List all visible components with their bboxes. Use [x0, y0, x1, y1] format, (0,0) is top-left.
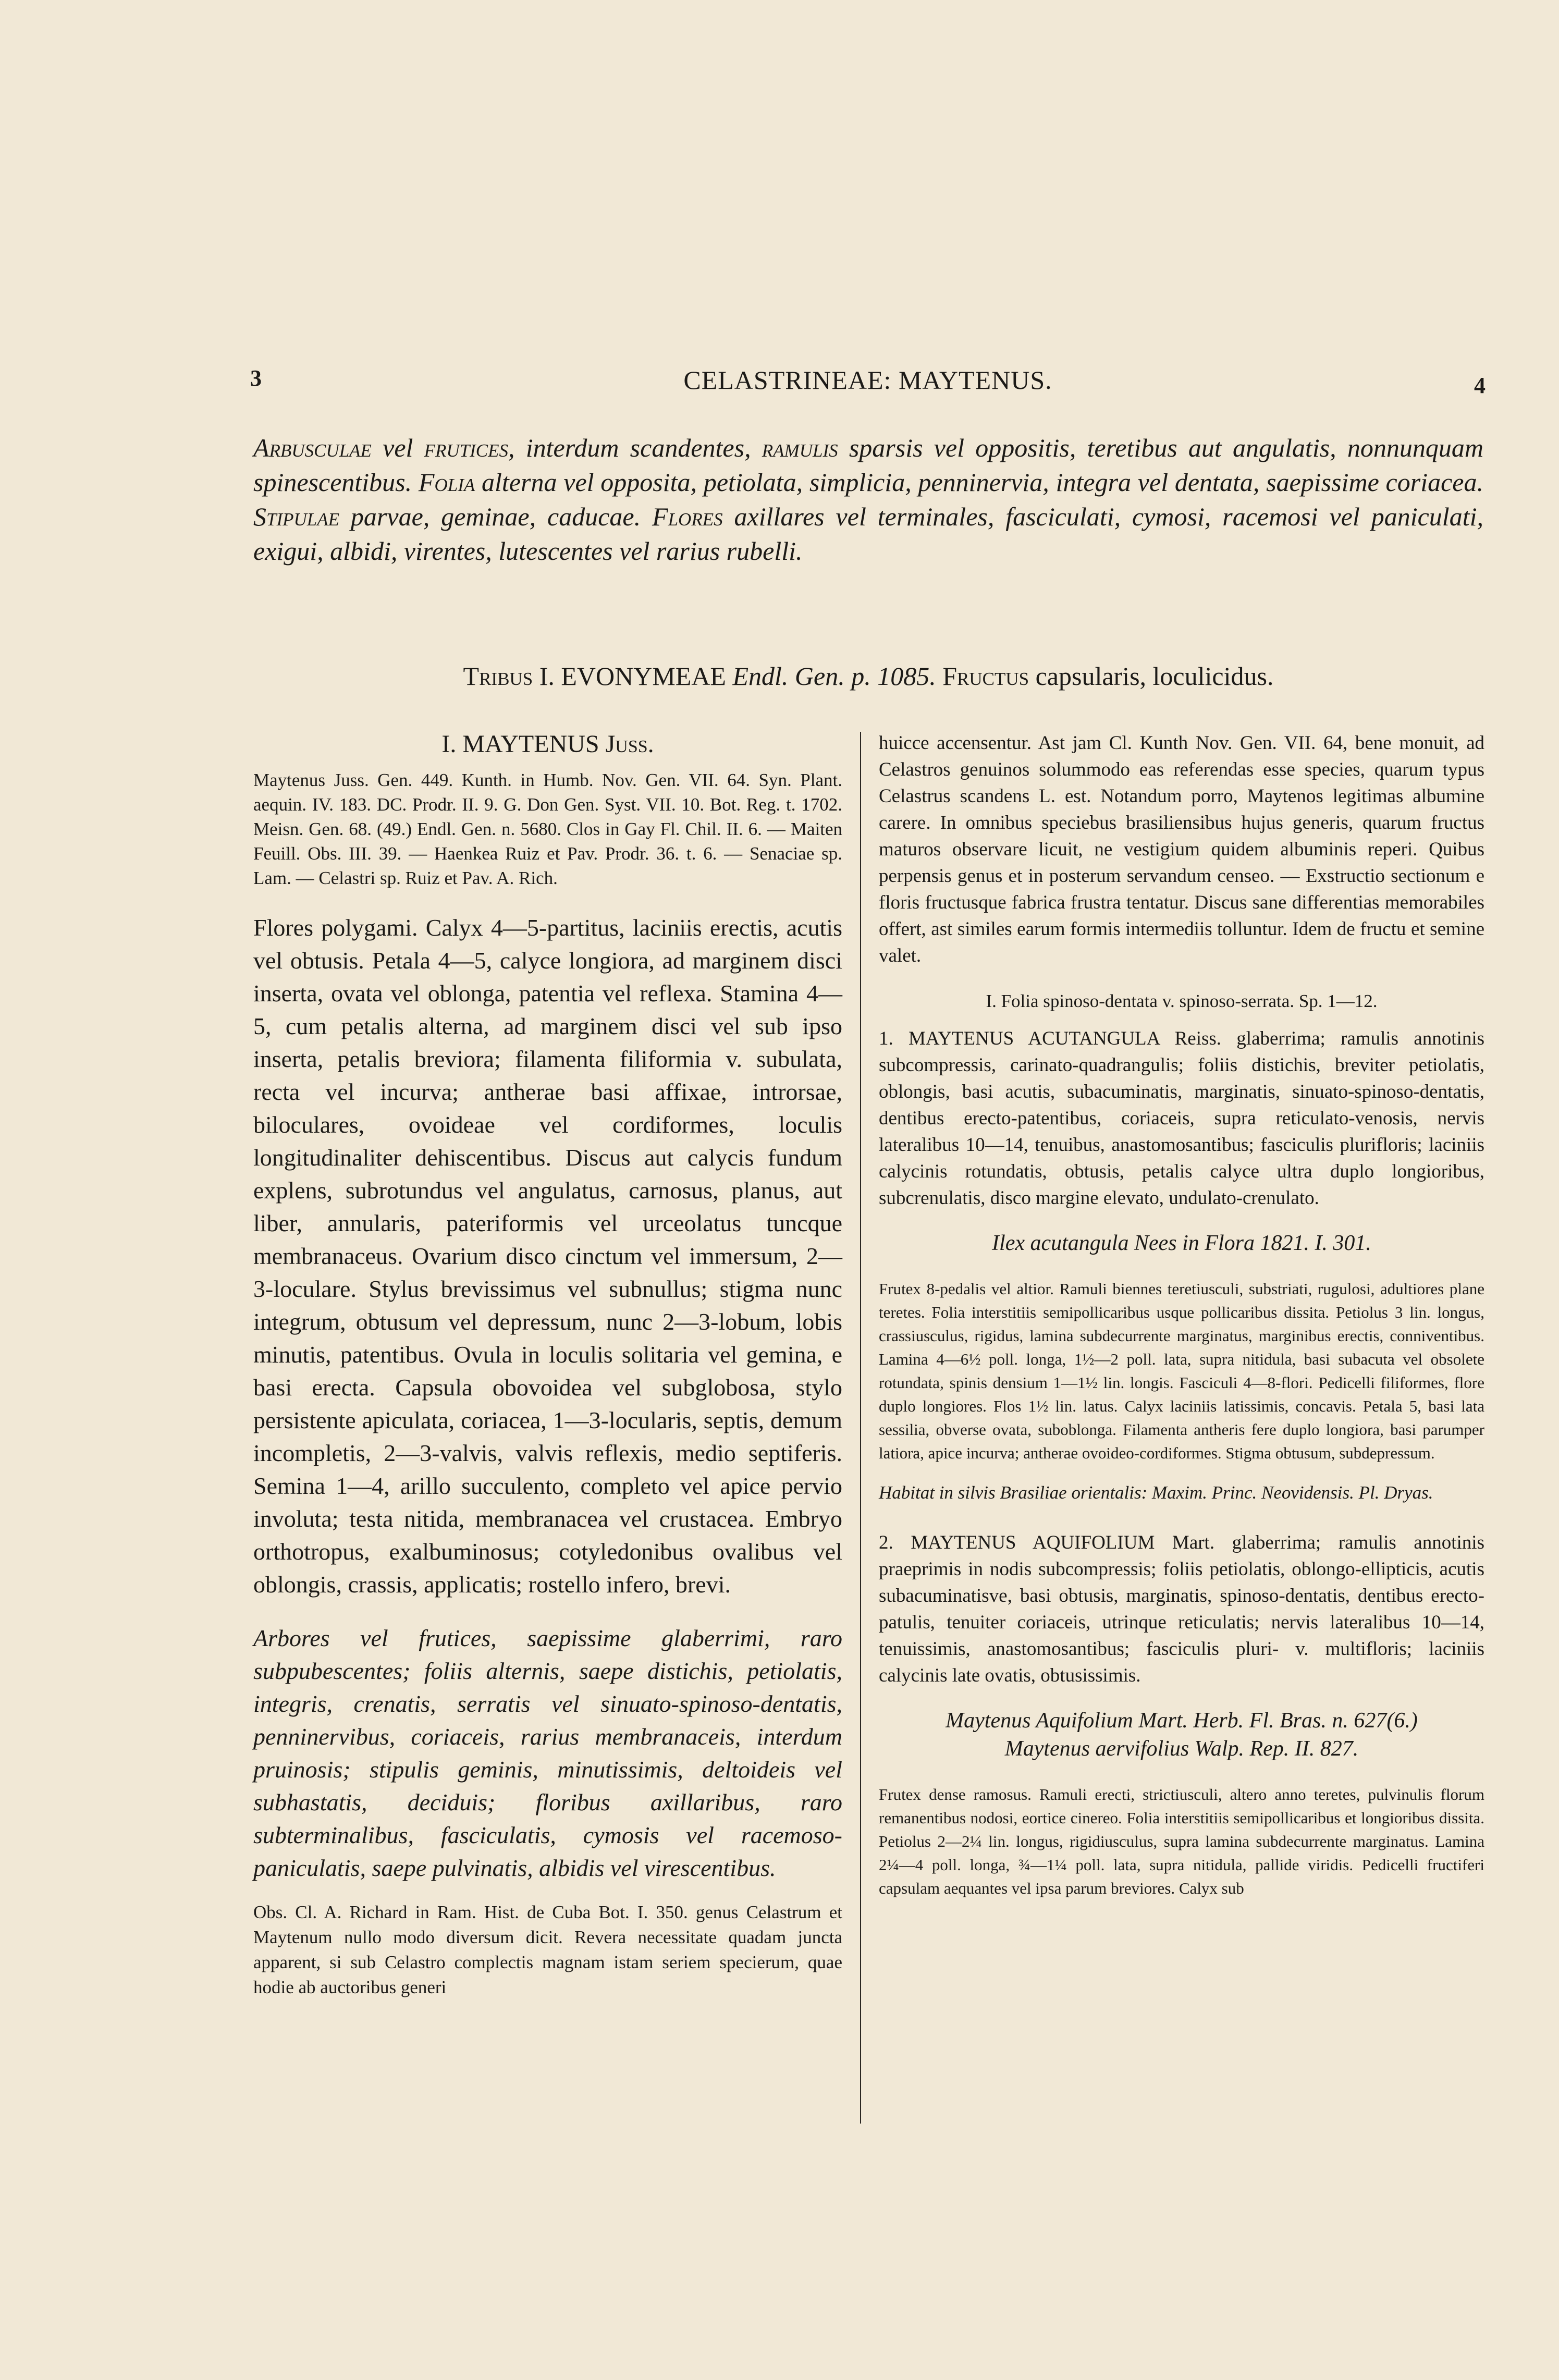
page-number-right: 4	[1474, 373, 1486, 398]
fructus-text: capsularis, loculicidus.	[1029, 661, 1274, 691]
right-column	[879, 730, 1484, 1916]
species-2-diagnosis: 2. MAYTENUS AQUIFOLIUM Mart. glaberrima; ramulis annotinis praeprimis in nodis subcompressis; foliis petiolatis, oblongo-ellipticis, acutis subacuminatisve, basi obtusis, marginatis, spinoso-dentatis, dentibus erecto-patulis, tenuiter coriaceis, utrinque reticulatis; nervis lateralibus 10—14, tenuissimis, anastomosantibus; fasciculis pluri- v. multifloris; laciniis calycinis late ovatis, obtusissimis.	[879, 1532, 1484, 1686]
fructus-label: Fructus	[942, 661, 1029, 691]
intro-text: axillares vel terminales, fasciculati, cymosi, racemosi vel paniculati, exigui, albidi, virentes, lutescentes vel rarius rubelli.	[253, 502, 1483, 566]
tribus-label: Tribus	[463, 661, 533, 691]
page-number-left: 3	[250, 365, 262, 391]
intro-term: frutices	[424, 433, 509, 462]
running-title: CELASTRINEAE: MAYTENUS.	[683, 365, 1052, 395]
tribus-heading	[253, 661, 1483, 691]
intro-text: parvae, geminae, caducae.	[339, 502, 653, 531]
genus-author: Juss.	[599, 730, 654, 758]
tribus-reference: Endl. Gen. p. 1085.	[732, 661, 936, 691]
genus-habit: Arbores vel frutices, saepissime glaberrimi, raro subpubescentes; foliis alternis, saepe distichis, petiolatis, integris, crenatis, serratis vel sinuato-spinoso-dentatis, penninervibus, coriaceis, rarius membranaceis, interdum pruinosis; stipulis geminis, minutissimis, deltoideis vel subhastatis, deciduis; floribus axillaribus, raro subterminalibus, fasciculatis, cymosis vel racemoso-paniculatis, saepe pulvinatis, albidis vel virescentibus.	[253, 1625, 842, 1881]
intro-text: , interdum scandentes,	[508, 433, 762, 462]
species-2-synonym-1: Maytenus Aquifolium Mart. Herb. Fl. Bras. n. 627(6.)	[946, 1709, 1418, 1733]
left-column	[253, 730, 842, 2000]
species-1-habitat: Habitat in silvis Brasiliae orientalis: Maxim. Princ. Neovidensis. Pl. Dryas.	[879, 1482, 1433, 1503]
species-2-synonym-2: Maytenus aervifolius Walp. Rep. II. 827.	[1004, 1737, 1359, 1761]
intro-text: alterna vel opposita, petiolata, simplicia, penninervia, integra vel dentata, saepissime coriacea.	[475, 468, 1483, 497]
intro-term: Folia	[418, 468, 475, 497]
observation-continued: huicce accensentur. Ast jam Cl. Kunth Nov. Gen. VII. 64, bene monuit, ad Celastros genuinos solummodo eas referendas esse species, quarum typus Celastrus scandens L. est. Notandum porro, Maytenos legitimas albumine carere. In omnibus speciebus brasiliensibus hujus generis, quarum fructus maturos observare licuit, ne vestigium quidem albuminis reperi. Quibus perpensis genus et in posterum servandum censeo. — Exstructio sectionum e floris fructusque fabrica frustra tentatur. Discus sane differentias memorabiles offert, ast similes earum formis intermediis tolluntur. Idem de fructu et semine valet.	[879, 732, 1484, 966]
genus-synonyms: Maytenus Juss. Gen. 449. Kunth. in Humb. Nov. Gen. VII. 64. Syn. Plant. aequin. IV. 183. DC. Prodr. II. 9. G. Don Gen. Syst. VII. 10. Bot. Reg. t. 1702. Meisn. Gen. 68. (49.) Endl. Gen. n. 5680. Clos in Gay Fl. Chil. II. 6. — Maiten Feuill. Obs. III. 39. — Haenkea Ruiz et Pav. Prodr. 36. t. 6. — Senaciae sp. Lam. — Celastri sp. Ruiz et Pav. A. Rich.	[253, 770, 842, 888]
section-heading: I. Folia spinoso-dentata v. spinoso-serrata. Sp. 1—12.	[986, 991, 1378, 1011]
intro-text: vel	[371, 433, 424, 462]
column-divider	[860, 732, 861, 2124]
intro-term: Flores	[652, 502, 723, 531]
species-1-description: Frutex 8-pedalis vel altior. Ramuli biennes teretiusculi, substriati, rugulosi, adultiores plane teretes. Folia interstitiis semipollicaribus usque pollicaribus dissita. Petiolus 3 lin. longus, crassiusculus, rigidus, lamina subdecurrente marginatus, marginibus erectis, conniventibus. Lamina 4—6½ poll. longa, 1½—2 poll. lata, supra nitidula, basi subacuta vel obsolete rotundata, spinis densium 1—1½ lin. longis. Fasciculi 4—8-flori. Pedicelli filiformes, flore duplo longiores. Flos 1½ lin. latus. Calyx laciniis latissimis, concavis. Petala 5, basi lata sessilia, obverse ovata, suboblonga. Filamenta antheris fere duplo longiora, basi parumper latiora, apice incurva; antherae ovoideo-cordiformes. Stigma obtusum, subdepressum.	[879, 1280, 1484, 1462]
intro-term: Stipulae	[253, 502, 339, 531]
genus-observation: Obs. Cl. A. Richard in Ram. Hist. de Cuba Bot. I. 350. genus Celastrum et Maytenum nullo modo diversum dicit. Revera necessitate quadam juncta apparent, si sub Celastro complectis magnam istam seriem specierum, quae hodie ab auctoribus generi	[253, 1902, 842, 1997]
intro-term: Arbusculae	[253, 433, 372, 462]
running-header	[250, 365, 1486, 407]
species-1-synonym: Ilex acutangula Nees in Flora 1821. I. 301.	[992, 1231, 1371, 1255]
genus-title	[253, 730, 842, 758]
intro-term: ramulis	[762, 433, 838, 462]
species-2-description: Frutex dense ramosus. Ramuli erecti, strictiusculi, altero anno teretes, pulvinulis florum remanentibus nodosi, eortice cinereo. Folia interstitiis semipollicaribus et longioribus dissita. Petiolus 2—2¼ lin. longus, rigidiusculus, supra lamina subdecurrente marginatus. Lamina 2¼—4 poll. longa, ¾—1¼ poll. lata, supra nitidula, pallide viridis. Pedicelli fructiferi capsulam aequantes vel ipsa parum breviores. Calyx sub	[879, 1785, 1484, 1897]
species-1-diagnosis: 1. MAYTENUS ACUTANGULA Reiss. glaberrima; ramulis annotinis subcompressis, carinato-quadrangulis; foliis distichis, breviter petiolatis, oblongis, basi acutis, subacuminatis, marginatis, sinuato-spinoso-dentatis, dentibus erecto-patentibus, coriaceis, supra reticulato-venosis, nervis lateralibus 10—14, tenuibus, anastomosantibus; fasciculis plurifloris; laciniis calycinis rotundatis, obtusis, petalis calyce ultra duplo longioribus, subcrenulatis, disco margine elevato, undulato-crenulato.	[879, 1028, 1484, 1209]
species-2-synonyms	[879, 1707, 1484, 1763]
tribus-name: I. EVONYMEAE	[533, 661, 733, 691]
genus-name: I. MAYTENUS	[441, 730, 599, 758]
genus-group-intro	[253, 431, 1483, 568]
genus-description: Flores polygami. Calyx 4—5-partitus, laciniis erectis, acutis vel obtusis. Petala 4—5, calyce longiora, ad marginem disci inserta, ovata vel oblonga, patentia vel reflexa. Stamina 4—5, cum petalis alterna, ad marginem disci vel sub ipso inserta, petalis breviora; filamenta filiformia v. subulata, recta vel incurva; antherae basi affixae, introrsae, biloculares, ovoideae vel cordiformes, loculis longitudinaliter dehiscentibus. Discus aut calycis fundum explens, subrotundus vel angulatus, carnosus, planus, aut liber, annularis, pateriformis vel urceolatus tuncque membranaceus. Ovarium disco cinctum vel immersum, 2—3-loculare. Stylus brevissimus vel subnullus; stigma nunc integrum, obtusum vel depressum, nunc 2—3-lobum, lobis minutis, patentibus. Ovula in loculis solitaria vel gemina, e basi erecta. Capsula obovoidea vel subglobosa, stylo persistente apiculata, coriacea, 1—3-locularis, septis, demum incompletis, 2—3-valvis, valvis reflexis, medio septiferis. Semina 1—4, arillo succulento, completo vel apice pervio involuta; testa nitida, membranacea vel crustacea. Embryo orthotropus, exalbuminosus; cotyledonibus ovalibus vel oblongis, crassis, applicatis; rostello infero, brevi.	[253, 914, 842, 1598]
intro-text: sparsis vel oppositis, teretibus aut angulatis, nonnunquam spinescentibus.	[253, 433, 1484, 497]
